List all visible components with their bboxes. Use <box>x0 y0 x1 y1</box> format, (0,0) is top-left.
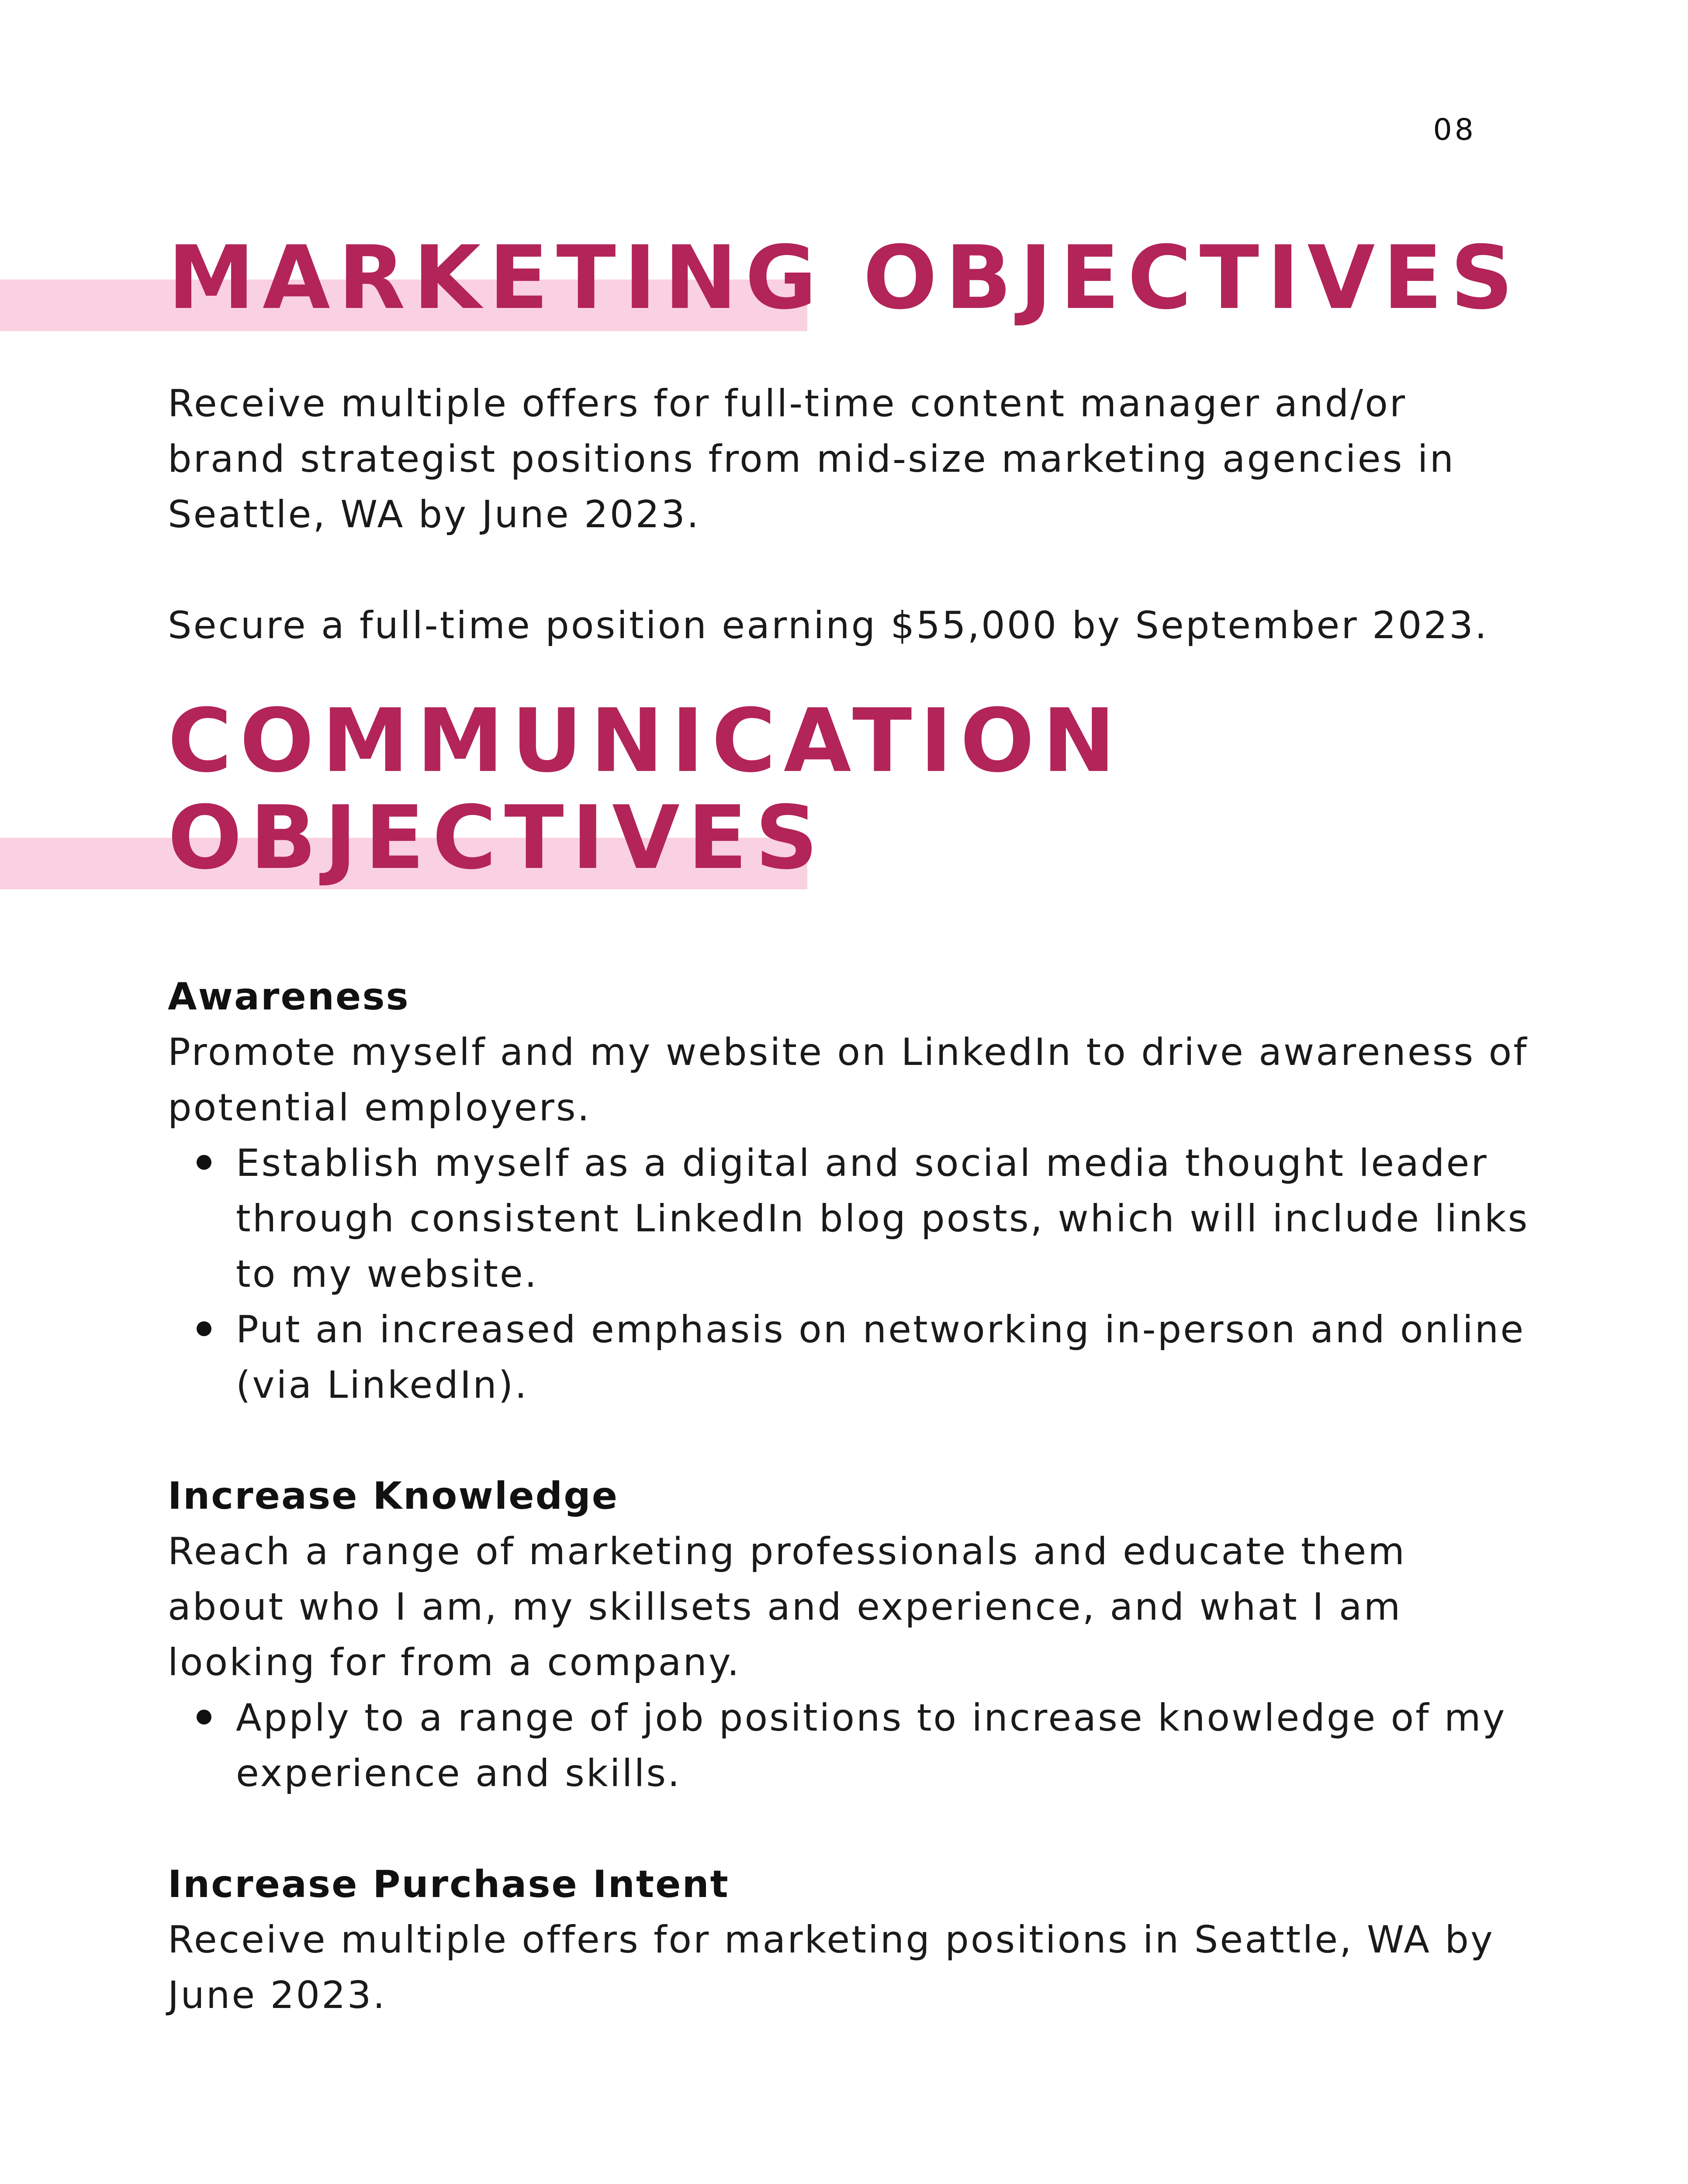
section-title: Awareness <box>168 975 410 1019</box>
bullet-icon <box>197 1321 211 1336</box>
list-item-text: Establish myself as a digital and social media thought leader through consistent LinkedIn blog posts, which will include links to my website. <box>236 1141 1529 1296</box>
list-item <box>168 1136 1531 1302</box>
marketing-paragraph: Secure a full-time position earning $55,000 by September 2023. <box>168 604 1489 647</box>
section-body: Promote myself and my website on LinkedIn to drive awareness of potential employers. <box>168 1030 1529 1130</box>
section-body: Receive multiple offers for marketing positions in Seattle, WA by June 2023. <box>168 1918 1494 2017</box>
section-body: Reach a range of marketing professionals and educate them about who I am, my skillsets and experience, and what I am looking for from a company. <box>168 1530 1407 1684</box>
heading-line: COMMUNICATION <box>168 690 1124 792</box>
increase-knowledge-section <box>168 1469 1531 1801</box>
section-title: Increase Knowledge <box>168 1474 619 1518</box>
communication-objectives-body <box>168 969 1531 2023</box>
communication-objectives-heading <box>168 690 1124 889</box>
list-item <box>168 1690 1531 1801</box>
bullet-list <box>168 1690 1531 1801</box>
marketing-paragraph: Receive multiple offers for full-time content manager and/or brand strategist positions from mid-size marketing agencies in Seattle, WA by June 2023. <box>168 382 1456 536</box>
list-item-text: Apply to a range of job positions to increase knowledge of my experience and skills. <box>236 1696 1507 1795</box>
list-item-text: Put an increased emphasis on networking in-person and online (via LinkedIn). <box>236 1308 1525 1407</box>
marketing-objectives-heading: MARKETING OBJECTIVES <box>168 227 1521 329</box>
list-item <box>168 1302 1531 1413</box>
increase-purchase-intent-section <box>168 1857 1531 2023</box>
heading-line: OBJECTIVES <box>168 787 826 889</box>
page-number: 08 <box>1433 113 1476 147</box>
marketing-objectives-body <box>168 376 1531 653</box>
awareness-section <box>168 969 1531 1413</box>
bullet-list <box>168 1136 1531 1413</box>
section-title: Increase Purchase Intent <box>168 1863 730 1906</box>
bullet-icon <box>197 1155 211 1170</box>
bullet-icon <box>197 1710 211 1724</box>
